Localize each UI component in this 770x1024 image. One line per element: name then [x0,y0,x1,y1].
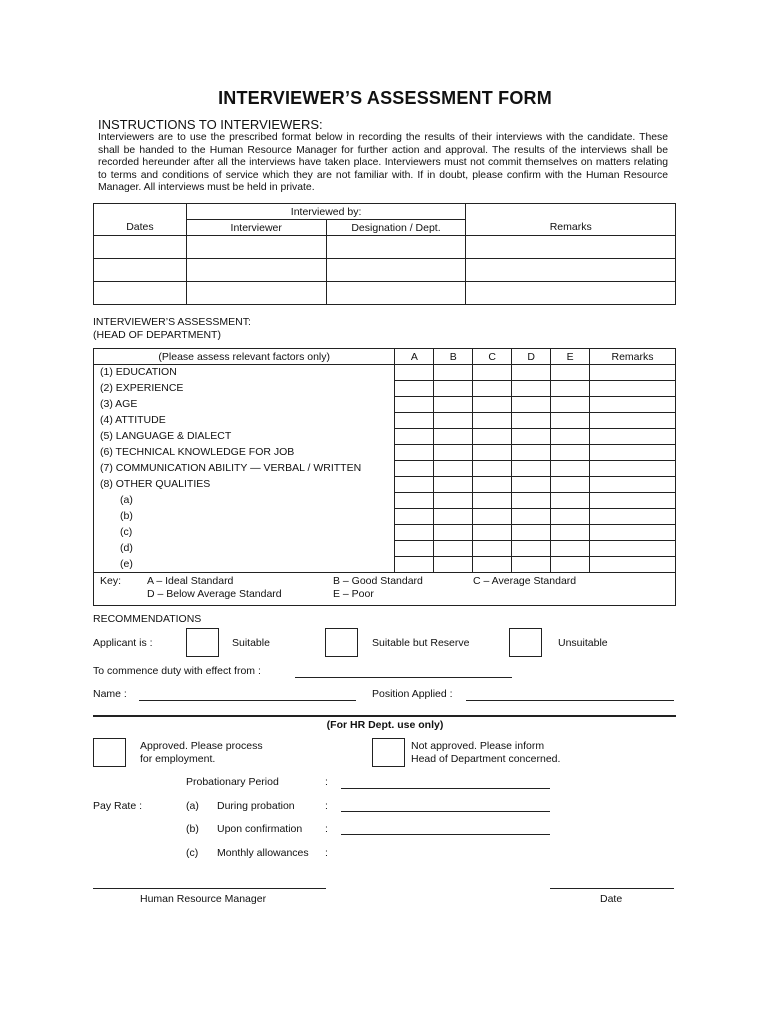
remarks-cell[interactable] [466,236,676,259]
table-row [94,282,676,305]
grade-b-header: B [434,349,473,365]
grade-cell[interactable] [551,365,590,381]
name-field[interactable] [139,700,356,701]
grade-cell[interactable] [395,413,434,429]
factor-header: (Please assess relevant factors only) [94,349,395,365]
suitable-checkbox[interactable] [186,628,219,657]
pay-rate-label: Pay Rate : [93,800,143,812]
grade-cell[interactable] [395,509,434,525]
sub-item: (e) [120,558,133,570]
date-signature-line[interactable] [550,888,674,889]
grade-cell[interactable] [434,525,473,541]
approved-checkbox[interactable] [93,738,126,767]
assessment-remarks-cell[interactable] [590,557,676,573]
grade-cell[interactable] [473,381,512,397]
sub-item: (c) [120,526,133,538]
factor-item: (7) COMMUNICATION ABILITY — VERBAL / WRITTEN [100,462,362,474]
grade-cell[interactable] [434,461,473,477]
interviewer-cell[interactable] [186,259,326,282]
grade-cell[interactable] [434,397,473,413]
grade-cell[interactable] [395,477,434,493]
during-probation-label: During probation [217,800,295,812]
approved-line2: for employment. [140,752,216,765]
factor-item: (6) TECHNICAL KNOWLEDGE FOR JOB [100,446,295,458]
grade-cell[interactable] [551,461,590,477]
grade-cell[interactable] [395,541,434,557]
item-b-label: (b) [186,823,199,835]
assessment-remarks-header: Remarks [590,349,676,365]
page-title: INTERVIEWER’S ASSESSMENT FORM [218,88,552,108]
colon: : [325,847,328,859]
sub-item: (b) [120,510,133,522]
factor-item: (3) AGE [100,398,138,410]
grade-cell[interactable] [395,429,434,445]
colon: : [325,776,328,788]
table-row [94,259,676,282]
grade-cell[interactable] [434,445,473,461]
grade-cell[interactable] [551,493,590,509]
grade-cell[interactable] [473,557,512,573]
grade-cell[interactable] [473,397,512,413]
recommendations-heading: RECOMMENDATIONS [93,613,202,625]
grade-cell[interactable] [512,397,551,413]
grade-cell[interactable] [512,557,551,573]
grade-cell[interactable] [551,397,590,413]
hr-manager-signature-line[interactable] [93,888,326,889]
grade-cell[interactable] [434,493,473,509]
grade-cell[interactable] [473,525,512,541]
upon-confirmation-label: Upon confirmation [217,823,303,835]
grade-cell[interactable] [512,381,551,397]
grade-cell[interactable] [473,477,512,493]
assessment-remarks-cell[interactable] [590,413,676,429]
grade-cell[interactable] [395,365,434,381]
colon: : [325,823,328,835]
name-label: Name : [93,688,127,700]
grade-cell[interactable] [434,509,473,525]
probation-period-field[interactable] [341,788,550,789]
grade-cell[interactable] [512,477,551,493]
interview-table [93,203,676,305]
grade-cell[interactable] [395,461,434,477]
applicant-is-label: Applicant is : [93,637,153,649]
key-b: B – Good Standard [333,575,423,587]
assessment-heading-line2: (HEAD OF DEPARTMENT) [93,329,221,341]
assessment-remarks-cell[interactable] [590,509,676,525]
grade-cell[interactable] [395,525,434,541]
designation-cell[interactable] [326,282,466,305]
grade-cell[interactable] [551,429,590,445]
grade-cell[interactable] [473,541,512,557]
grade-cell[interactable] [395,397,434,413]
remarks-cell[interactable] [466,282,676,305]
grade-cell[interactable] [512,493,551,509]
interviewer-header: Interviewer [186,220,326,236]
upon-confirmation-field[interactable] [341,834,550,835]
grade-cell[interactable] [434,365,473,381]
grade-cell[interactable] [512,525,551,541]
dates-header: Dates [94,204,187,236]
during-probation-field[interactable] [341,811,550,812]
grade-c-header: C [473,349,512,365]
grade-cell[interactable] [512,509,551,525]
grade-cell[interactable] [434,477,473,493]
assessment-remarks-cell[interactable] [590,429,676,445]
grade-cell[interactable] [473,493,512,509]
grade-cell[interactable] [434,413,473,429]
factor-item: (8) OTHER QUALITIES [100,478,211,490]
date-cell[interactable] [94,236,187,259]
hr-divider [93,715,676,717]
assessment-remarks-cell[interactable] [590,461,676,477]
suitable-reserve-checkbox[interactable] [325,628,358,657]
probation-period-label: Probationary Period [186,776,279,788]
date-label: Date [600,893,623,905]
grade-cell[interactable] [434,557,473,573]
grade-cell[interactable] [473,509,512,525]
table-row [94,236,676,259]
assessment-heading [93,316,251,342]
factor-list [100,364,361,572]
factor-item: (5) LANGUAGE & DIALECT [100,430,232,442]
grade-cell[interactable] [395,381,434,397]
grade-cell[interactable] [473,429,512,445]
grade-cell[interactable] [551,557,590,573]
interviewer-cell[interactable] [186,282,326,305]
designation-cell[interactable] [326,259,466,282]
assessment-remarks-cell[interactable] [590,445,676,461]
instructions-heading: INSTRUCTIONS TO INTERVIEWERS: [98,117,323,132]
grade-cell[interactable] [473,365,512,381]
grade-cell[interactable] [395,493,434,509]
key-label: Key: [100,575,122,587]
interviewed-by-header: Interviewed by: [186,204,466,220]
unsuitable-checkbox[interactable] [509,628,542,657]
assessment-remarks-cell[interactable] [590,381,676,397]
not-approved-line2: Head of Department concerned. [411,752,561,765]
commence-label: To commence duty with effect from : [93,665,261,677]
grade-cell[interactable] [512,429,551,445]
date-cell[interactable] [94,282,187,305]
key-d: D – Below Average Standard [147,588,282,600]
assessment-heading-line1: INTERVIEWER’S ASSESSMENT: [93,316,251,328]
date-cell[interactable] [94,259,187,282]
assessment-remarks-cell[interactable] [590,525,676,541]
assessment-remarks-cell[interactable] [590,493,676,509]
position-label: Position Applied : [372,688,453,700]
grade-cell[interactable] [473,445,512,461]
hr-heading: (For HR Dept. use only) [326,719,444,731]
grade-cell[interactable] [551,413,590,429]
commence-date-field[interactable] [295,677,512,678]
grade-cell[interactable] [434,429,473,445]
designation-header: Designation / Dept. [326,220,466,236]
key-a: A – Ideal Standard [147,575,234,587]
grade-cell[interactable] [473,461,512,477]
approved-line1: Approved. Please process [140,740,263,752]
position-field[interactable] [466,700,674,701]
key-e: E – Poor [333,588,374,600]
assessment-remarks-cell[interactable] [590,397,676,413]
grade-cell[interactable] [551,525,590,541]
grade-cell[interactable] [551,477,590,493]
grade-cell[interactable] [473,413,512,429]
approved-label [140,740,263,765]
grade-cell[interactable] [395,557,434,573]
assessment-remarks-cell[interactable] [590,541,676,557]
grade-d-header: D [512,349,551,365]
grade-cell[interactable] [512,445,551,461]
grade-cell[interactable] [551,541,590,557]
factor-item: (1) EDUCATION [100,366,177,378]
remarks-header: Remarks [466,204,676,236]
grade-cell[interactable] [512,365,551,381]
item-c-label: (c) [186,847,199,859]
grade-cell[interactable] [395,445,434,461]
grade-a-header: A [395,349,434,365]
suitable-label: Suitable [232,637,270,649]
not-approved-checkbox[interactable] [372,738,405,767]
grade-cell[interactable] [551,509,590,525]
assessment-remarks-cell[interactable] [590,365,676,381]
grade-cell[interactable] [512,461,551,477]
suitable-reserve-label: Suitable but Reserve [372,637,470,649]
grade-cell[interactable] [434,381,473,397]
hr-manager-label: Human Resource Manager [140,893,267,905]
grade-cell[interactable] [512,413,551,429]
interviewer-cell[interactable] [186,236,326,259]
not-approved-line1: Not approved. Please inform [411,740,545,752]
grade-e-header: E [551,349,590,365]
sub-item: (d) [120,542,133,554]
grade-cell[interactable] [512,541,551,557]
sub-item: (a) [120,494,133,506]
designation-cell[interactable] [326,236,466,259]
key-c: C – Average Standard [473,575,577,587]
factor-item: (4) ATTITUDE [100,414,166,426]
instructions-body: Interviewers are to use the prescribed format below in recording the results of their interviews with the candidate. These shall be handed to the Human Resource Manager for further action and approval. The results of the interviews shall be recorded hereunder after all the interviews have taken place. Interviewers must not commit themselves on matters relating to terms and conditions of service which they are not familiar with. If in doubt, please confirm with the Human Resource Manager. All interviews must be held in private. [98,132,668,193]
not-approved-label [411,740,560,765]
grade-cell[interactable] [434,541,473,557]
grade-cell[interactable] [551,381,590,397]
monthly-allowances-label: Monthly allowances [217,847,309,859]
remarks-cell[interactable] [466,259,676,282]
assessment-remarks-cell[interactable] [590,477,676,493]
unsuitable-label: Unsuitable [558,637,608,649]
colon: : [325,800,328,812]
item-a-label: (a) [186,800,199,812]
factor-item: (2) EXPERIENCE [100,382,184,394]
grade-cell[interactable] [551,445,590,461]
